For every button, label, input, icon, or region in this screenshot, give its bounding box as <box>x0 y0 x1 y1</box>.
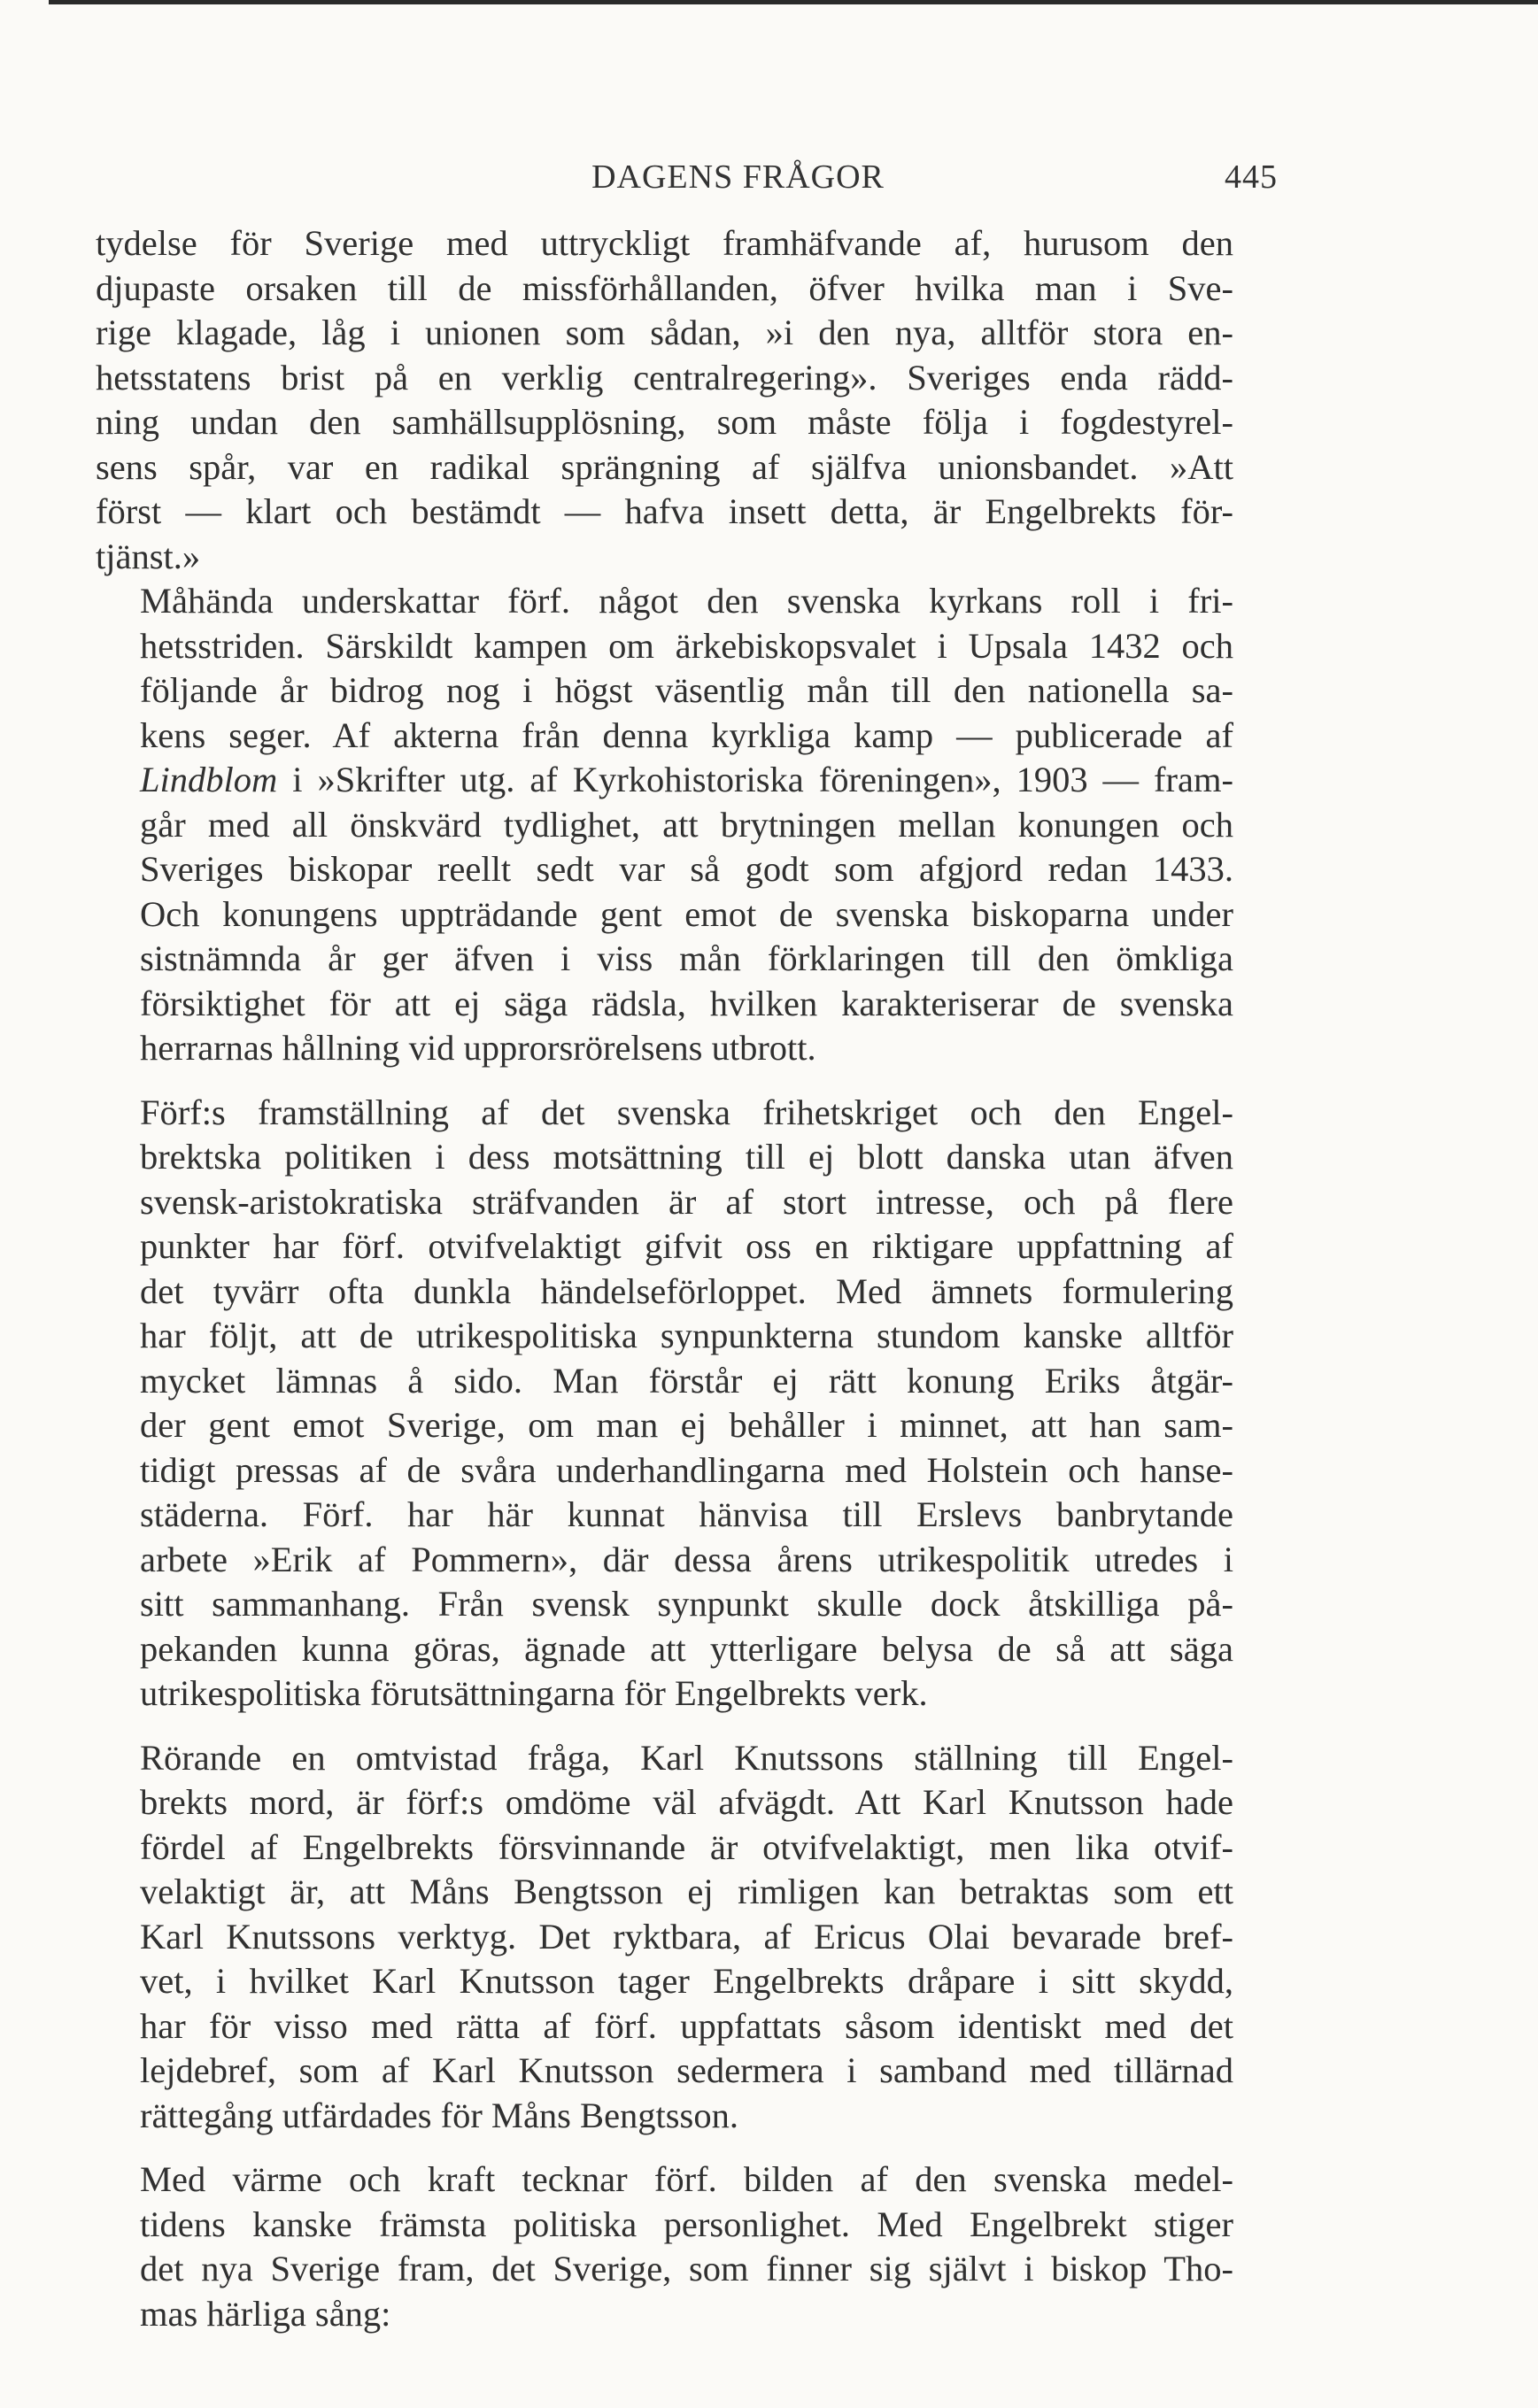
text-line: Sveriges biskopar reellt sedt var så godt som afgjord redan 1433. <box>140 849 1233 889</box>
text-line: der gent emot Sverige, om man ej behåller i minnet, att han sam- <box>140 1405 1233 1445</box>
text-line: fördel af Engelbrekts försvinnande är otvifvelaktigt, men lika otvif- <box>140 1826 1233 1867</box>
text-line: mas härliga sång: <box>140 2293 391 2334</box>
text-line: brekts mord, är förf:s omdöme väl afvägdt. Att Karl Knutsson hade <box>140 1782 1233 1822</box>
body-text <box>96 221 1233 2336</box>
paragraph-5 <box>96 2157 1233 2336</box>
text-line: utrikespolitiska förutsättningarna för Engelbrekts verk. <box>140 1673 928 1713</box>
text-line: tidigt pressas af de svåra underhandlingarna med Holstein och hanse- <box>140 1449 1233 1490</box>
italic-author-name: Lindblom <box>140 760 278 799</box>
text-line: Med värme och kraft tecknar förf. bilden af den svenska medel- <box>140 2159 1233 2199</box>
text-line: mycket lämnas å sido. Man förstår ej rätt konung Eriks åtgär- <box>140 1360 1233 1401</box>
text-line: rättegång utfärdades för Måns Bengtsson. <box>140 2095 738 2135</box>
text-line: rige klagade, låg i unionen som sådan, »i den nya, alltför stora en- <box>96 313 1233 352</box>
text-line: det nya Sverige fram, det Sverige, som finner sig självt i biskop Tho- <box>140 2249 1233 2288</box>
text-line: tidens kanske främsta politiska personlighet. Med Engelbrekt stiger <box>140 2203 1233 2244</box>
text-line: Rörande en omtvistad fråga, Karl Knutssons ställning till Engel- <box>140 1737 1233 1778</box>
text-line: Karl Knutssons verktyg. Det ryktbara, af Ericus Olai bevarade bref- <box>140 1916 1233 1956</box>
text-line: följande år bidrog nog i högst väsentlig mån till den nationella sa- <box>140 670 1233 710</box>
text-line: velaktigt är, att Måns Bengtsson ej rimligen kan betraktas som ett <box>140 1872 1233 1911</box>
text-line: ning undan den samhällsupplösning, som måste följa i fogdestyrel- <box>96 402 1233 442</box>
text-line: det tyvärr ofta dunkla händelseförloppet. Med ämnets formulering <box>140 1270 1233 1311</box>
text-line: Måhända underskattar förf. något den svenska kyrkans roll i fri- <box>140 581 1233 621</box>
top-edge-rule <box>49 0 1538 4</box>
text-line: punkter har förf. otvifvelaktigt gifvit oss en riktigare uppfattning af <box>140 1226 1233 1266</box>
text-line: sitt sammanhang. Från svensk synpunkt skulle dock åtskilliga på- <box>140 1584 1233 1624</box>
text-line: försiktighet för att ej säga rädsla, hvilken karakteriserar de svenska <box>140 983 1233 1023</box>
paragraph-4 <box>96 1736 1233 2139</box>
text-line: Och konungens uppträdande gent emot de svenska biskoparna under <box>140 893 1233 934</box>
text-line: Förf:s framställning af det svenska frihetskriget och den Engel- <box>140 1092 1233 1132</box>
text-line: sens spår, var en radikal sprängning af själfva unionsbandet. »Att <box>96 446 1233 487</box>
text-line: först — klart och bestämdt — hafva insett detta, är Engelbrekts för- <box>96 491 1233 531</box>
text-line: hetsstatens brist på en verklig centralregering». Sveriges enda rädd- <box>96 357 1233 397</box>
text-line: går med all önskvärd tydlighet, att brytningen mellan konungen och <box>140 804 1233 845</box>
page-number: 445 <box>1225 158 1278 196</box>
text-line: svensk-aristokratiska sträfvanden är af stort intresse, och på flere <box>140 1181 1233 1222</box>
paragraph-3 <box>96 1091 1233 1717</box>
text-line: sistnämnda år ger äfven i viss mån förklaringen till den ömkliga <box>140 938 1233 978</box>
text-line: tjänst.» <box>96 536 201 576</box>
text-line: herrarnas hållning vid upprorsrörelsens utbrott. <box>140 1028 816 1068</box>
text-line: tydelse för Sverige med uttryckligt framhäfvande af, hurusom den <box>96 223 1233 263</box>
text-line: pekanden kunna göras, ägnade att ytterligare belysa de så att säga <box>140 1628 1233 1669</box>
paragraph-2 <box>96 579 1233 1071</box>
paragraph-1 <box>96 221 1233 579</box>
text-line: städerna. Förf. har här kunnat hänvisa till Erslevs banbrytande <box>140 1494 1233 1534</box>
running-title: DAGENS FRÅGOR <box>591 158 885 196</box>
text-line: lejdebref, som af Karl Knutsson sedermera i samband med tillärnad <box>140 2050 1233 2090</box>
text-line: djupaste orsaken till de missförhållanden, öfver hvilka man i Sve- <box>96 267 1233 308</box>
text-line: brektska politiken i dess motsättning till ej blott danska utan äfven <box>140 1137 1233 1177</box>
text-line: vet, i hvilket Karl Knutsson tager Engelbrekts dråpare i sitt skydd, <box>140 1961 1233 2001</box>
text-line: har följt, att de utrikespolitiska synpunkterna stundom kanske alltför <box>140 1316 1233 1355</box>
text-line: har för visso med rätta af förf. uppfattats såsom identiskt med det <box>140 2005 1233 2046</box>
text-line: arbete »Erik af Pommern», där dessa årens utrikespolitik utredes i <box>140 1539 1233 1579</box>
text-line-with-italic: Lindblom i »Skrifter utg. af Kyrkohistoriska föreningen», 1903 — fram- <box>140 760 1233 799</box>
text-line: kens seger. Af akterna från denna kyrkliga kamp — publicerade af <box>140 714 1233 755</box>
text-line: hetsstriden. Särskildt kampen om ärkebiskopsvalet i Upsala 1432 och <box>140 625 1233 666</box>
running-head <box>0 158 1538 211</box>
